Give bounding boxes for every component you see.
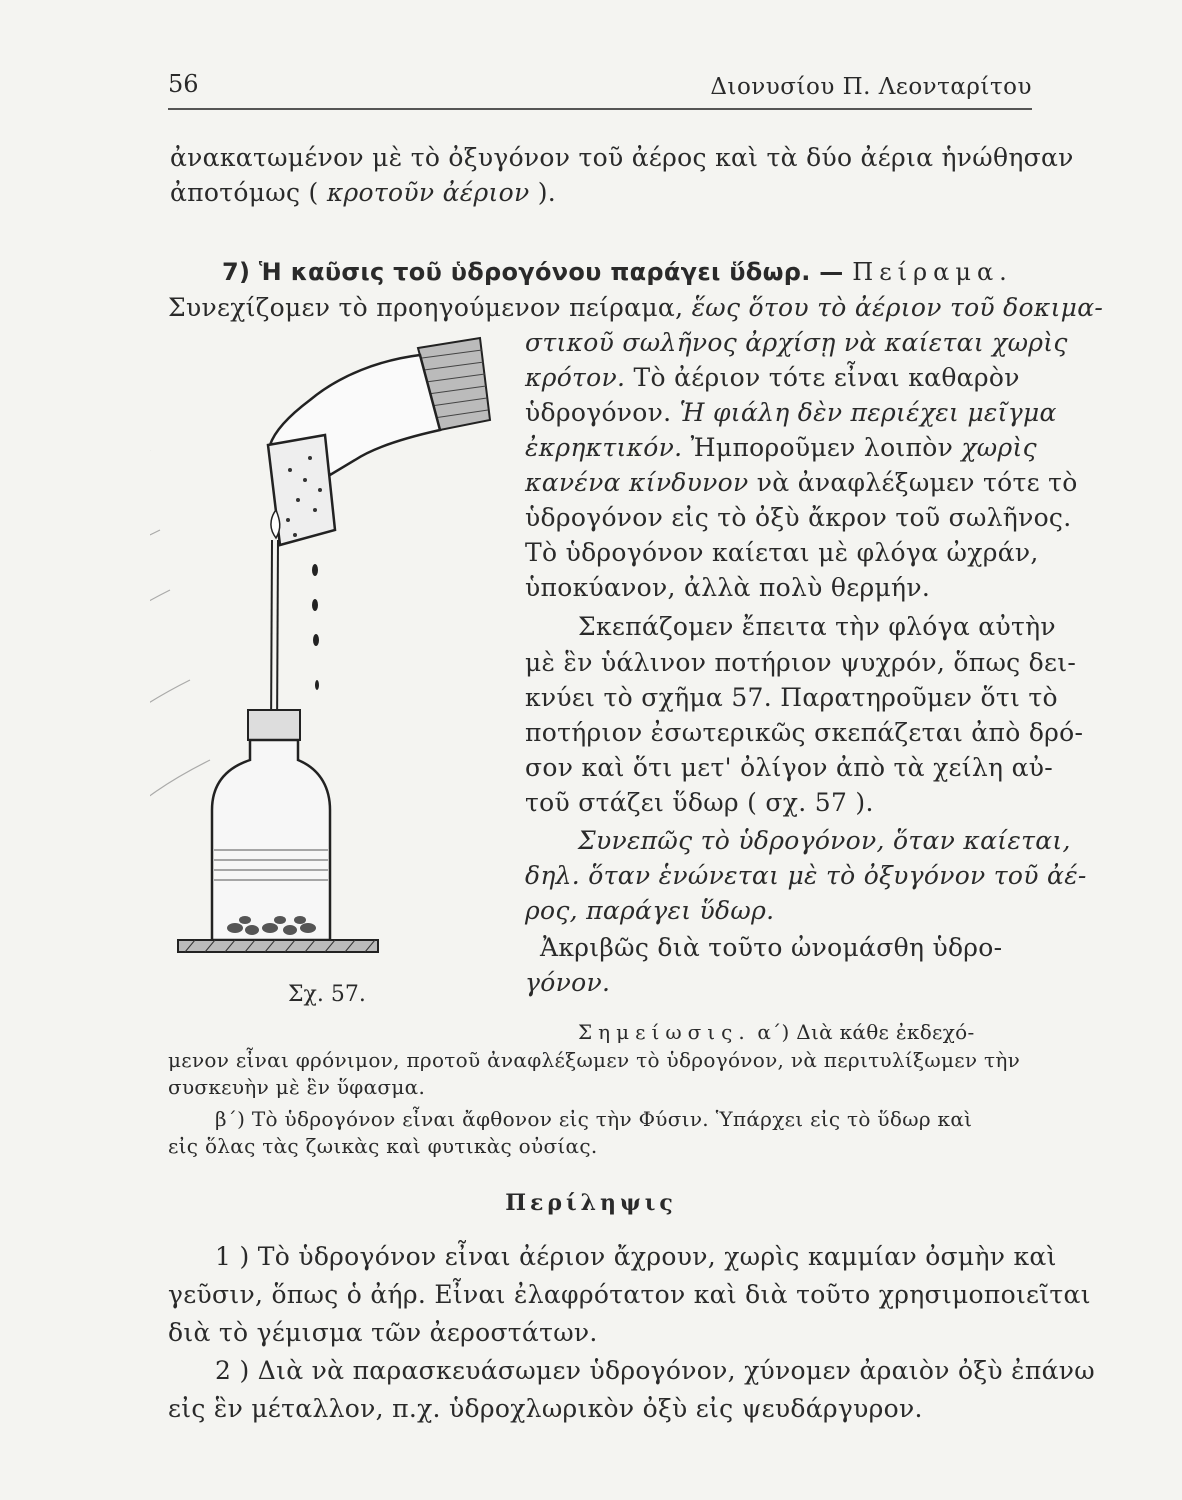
section-7-heading — [222, 258, 1013, 286]
s7-line-2-text: στικοῦ σωλῆνος ἀρχίσῃ νὰ καίεται χωρὶς — [525, 328, 1068, 357]
s7-line-5 — [525, 433, 1037, 462]
summary-p2-line-2: εἰς ἓν μέταλλον, π.χ. ὑδροχλωρικὸν ὀξὺ εἰς ψευδάργυρον. — [168, 1394, 923, 1423]
header-rule — [168, 108, 1032, 110]
s7-line-8: Τὸ ὑδρογόνον καίεται μὲ φλόγα ὠχράν, — [525, 538, 1039, 567]
s7-line-13: ποτήριον ἐσωτερικῶς σκεπάζεται ἀπὸ δρό- — [525, 718, 1084, 747]
intro-line-2c: ). — [537, 178, 557, 207]
s7-line-5c: χωρὶς — [961, 433, 1037, 462]
note-a-line-3: συσκευὴν μὲ ἓν ὕφασμα. — [168, 1075, 426, 1099]
s7-line-3a: κρότον. — [525, 363, 626, 392]
s7-line-10: Σκεπάζομεν ἔπειτα τὴν φλόγα αὐτὴν — [578, 612, 1056, 641]
s7-line-17-text: δηλ. ὅταν ἑνώνεται μὲ τὸ ὀξυγόνον τοῦ ἀέ- — [525, 861, 1087, 890]
s7-line-15: τοῦ στάζει ὕδωρ ( σχ. 57 ). — [525, 788, 874, 817]
note-b-line-2: εἰς ὅλας τὰς ζωικὰς καὶ φυτικὰς οὐσίας. — [168, 1134, 598, 1158]
s7-line-5a: ἐκρηκτικόν. — [525, 433, 683, 462]
figure-57-illustration — [150, 330, 510, 970]
s7-line-20-text: γόνον. — [525, 968, 611, 997]
s7-line-3 — [525, 363, 1020, 392]
section-7-title: 7) Ἡ καῦσις τοῦ ὑδρογόνου παράγει ὕδωρ. — — [222, 258, 844, 286]
s7-line-1a: Συνεχίζομεν τὸ προηγούμενον πείραμα, — [168, 293, 684, 322]
s7-line-12: κνύει τὸ σχῆμα 57. Παρατηροῦμεν ὅτι τὸ — [525, 683, 1058, 712]
s7-line-11: μὲ ἓν ὑάλινον ποτήριον ψυχρόν, ὅπως δει- — [525, 648, 1077, 677]
experiment-label: Πείραμα. — [852, 258, 1013, 286]
summary-p2-line-1: 2 ) Διὰ νὰ παρασκευάσωμεν ὑδρογόνον, χύνομεν ἀραιὸν ὀξὺ ἐπάνω — [215, 1356, 1095, 1385]
s7-line-18-text: ρος, παράγει ὕδωρ. — [525, 896, 775, 925]
note-a-marker: α΄) — [757, 1020, 790, 1044]
pencil-annotation-icon — [150, 420, 210, 830]
s7-line-17 — [525, 861, 1087, 890]
s7-line-20 — [525, 968, 610, 997]
s7-line-1b: ἕως ὅτου τὸ ἀέριον τοῦ δοκιμα- — [691, 293, 1104, 322]
page-number: 56 — [168, 70, 199, 98]
s7-line-7: ὑδρογόνον εἰς τὸ ὀξὺ ἄκρον τοῦ σωλῆνος. — [525, 503, 1072, 532]
s7-line-6a: κανένα κίνδυνον — [525, 468, 749, 497]
figure-caption: Σχ. 57. — [288, 982, 366, 1007]
s7-line-19: Ἀκριβῶς διὰ τοῦτο ὠνομάσθη ὑδρο- — [540, 933, 1003, 962]
intro-line-1: ἀνακατωμένον μὲ τὸ ὀξυγόνον τοῦ ἀέρος καὶ τὰ δύο ἀέρια ἡνώθησαν — [170, 143, 1074, 172]
s7-line-6 — [525, 468, 1078, 497]
s7-line-16-text: Συνεπῶς τὸ ὑδρογόνον, ὅταν καίεται, — [578, 826, 1071, 855]
s7-line-9: ὑποκύανον, ἀλλὰ πολὺ θερμήν. — [525, 573, 931, 602]
running-header-author: Διονυσίου Π. Λεονταρίτου — [710, 74, 1032, 100]
summary-p1-line-1: 1 ) Τὸ ὑδρογόνον εἶναι ἀέριον ἄχρουν, χωρὶς καμμίαν ὀσμὴν καὶ — [215, 1242, 1057, 1271]
base-plate-icon — [178, 940, 378, 952]
s7-line-4 — [525, 398, 1057, 427]
summary-p1-line-2: γεῦσιν, ὅπως ὁ ἀήρ. Εἶναι ἐλαφρότατον καὶ διὰ τοῦτο χρησιμοποιεῖται — [168, 1280, 1091, 1309]
note-a-line-1 — [578, 1020, 975, 1044]
s7-line-18 — [525, 896, 774, 925]
s7-line-1 — [168, 293, 1103, 322]
s7-line-3b: Τὸ ἀέριον τότε εἶναι καθαρὸν — [633, 363, 1020, 392]
s7-line-14: σον καὶ ὅτι μετ' ὀλίγον ἀπὸ τὰ χείλη αὐ- — [525, 753, 1054, 782]
bottle-icon — [212, 740, 330, 940]
s7-line-4a: ὑδρογόνον. — [525, 398, 672, 427]
s7-line-5b: Ἠμποροῦμεν λοιπὸν — [690, 433, 954, 462]
s7-line-6b: νὰ ἀναφλέξωμεν τότε τὸ — [756, 468, 1078, 497]
note-b-line-1: β΄) Τὸ ὑδρογόνον εἶναι ἄφθονον εἰς τὴν Φύσιν. Ὑπάρχει εἰς τὸ ὕδωρ καὶ — [215, 1107, 973, 1131]
s7-line-16 — [578, 826, 1071, 855]
intro-line-2a: ἀποτόμως ( — [170, 178, 319, 207]
intro-line-2 — [170, 178, 556, 207]
note-a-text-1: Διὰ κάθε ἐκδεχό- — [796, 1020, 975, 1044]
s7-line-4b: Ἡ φιάλη δὲν περιέχει μεῖγμα — [679, 398, 1057, 427]
s7-line-2 — [525, 328, 1068, 357]
note-label: Σημείωσις. — [578, 1020, 751, 1044]
summary-heading: Περίληψις — [505, 1190, 677, 1216]
summary-p1-line-3: διὰ τὸ γέμισμα τῶν ἀεροστάτων. — [168, 1318, 598, 1347]
note-a-line-2: μενον εἶναι φρόνιμον, προτοῦ ἀναφλέξωμεν τὸ ὑδρογόνον, νὰ περιτυλίξωμεν τὴν — [168, 1048, 1021, 1072]
stopper-icon — [248, 710, 300, 740]
intro-line-2b: κροτοῦν ἀέριον — [326, 178, 530, 207]
water-drops-icon — [312, 564, 319, 690]
